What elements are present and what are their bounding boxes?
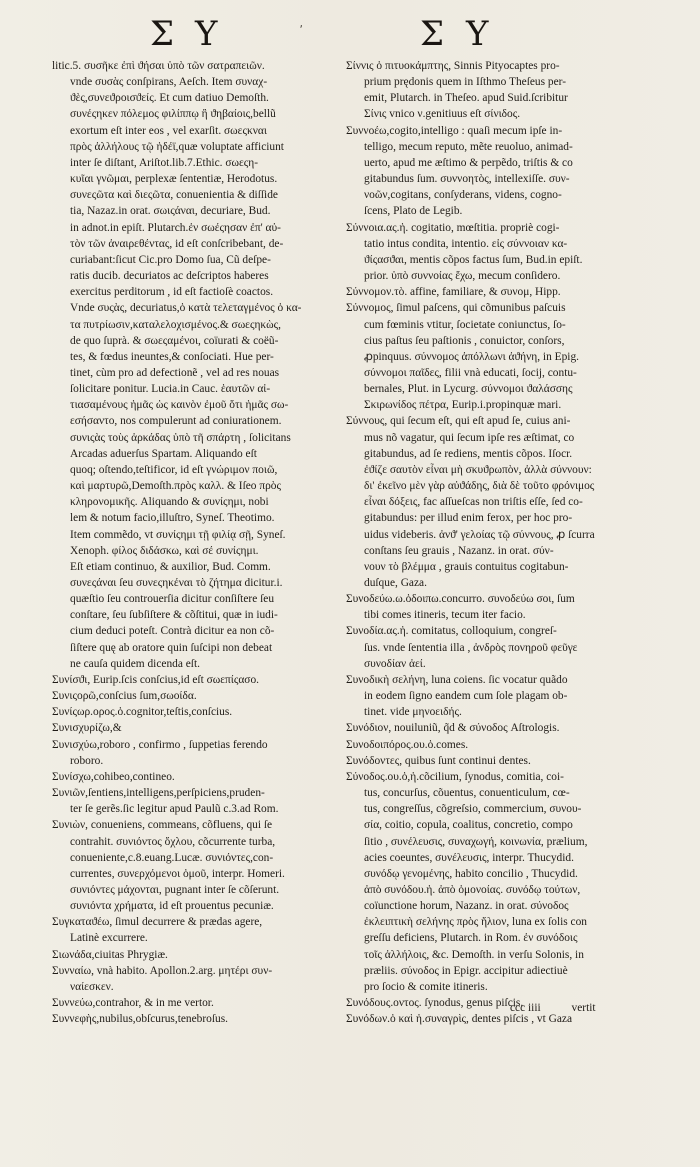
text-line: Συνίσϑι, Eurip.ſcis conſcius,id eſt σωεπίςασο.: [52, 673, 259, 686]
text-line: conſtare, ſeu ſubſiſtere & cõſtitui, quæ in iudi-: [70, 609, 278, 622]
text-line: ϑὲς,συνεϑροισϑείς. Et cum datiuo Demoſth.: [70, 92, 269, 105]
text-line: Xenoph. φίλος διδάσκω, καὶ σέ συνίςημι.: [70, 544, 259, 557]
text-line: Συνοδία.ας.ἡ. comitatus, colloquium, congreſ-: [346, 625, 557, 638]
text-line: cium deduci poteſt. Contrà dicitur ea non cõ-: [70, 625, 275, 638]
text-line: Συνοδεύω.ω.ὁδοιπω.concurro. συνοδεύω σοι, ſum: [346, 593, 575, 606]
text-line: gitabundus ſum. συννοητὸς, intellexiſſe. συν-: [364, 173, 570, 186]
text-line: tus, concurſus, cõuentus, conuenticulum, cœ-: [364, 787, 570, 800]
text-line: emit, Plutarch. in Theſeo. apud Suid.ſcribitur: [364, 92, 568, 105]
text-line: Σίνις vnico ν.genitiuus eſt σίνιδος.: [364, 108, 521, 121]
text-line: τα πυτρίωσιν,καταλελοχισμένος.& σωεςηκὼς,: [70, 318, 282, 331]
text-line: Συννεύω,contrahor, & in me vertor.: [52, 997, 214, 1010]
text-line: tia, Nazaz.in orat. σωιςάναι, decuriare, Bud.: [70, 205, 271, 218]
text-line: gitabundus: per illud enim ferox, per hoc pro-: [364, 512, 573, 525]
text-line: ἐϑίζε σαυτὸν εἶναι μὴ σκυϑρωπὸν, ἀλλὰ σύννουν:: [364, 463, 592, 476]
text-line: ter ſe gerẽs.ſic legitur apud Paulũ c.3.ad Rom.: [70, 803, 279, 816]
text-line: κληρονομικῆς. Aliquando & συνίςημι, nobi: [70, 496, 269, 509]
text-line: tinet. vide μηνοειδής.: [364, 706, 462, 719]
text-line: gitabundus, ad ſe rediens, mentis cõpos. Iſocr.: [364, 447, 573, 460]
text-line: Σύννους, qui ſecum eſt, qui eſt apud ſe, cuius ani-: [346, 415, 571, 428]
text-line: εἶναι δόξεις, fac aſſueſcas non triſtis eſſe, ſed co-: [364, 496, 583, 509]
text-line: ꝓpinquus. σύννομος ἀπόλλωνι ἀϑήνη, in Epig.: [364, 350, 579, 363]
text-line: vnde συσὰς conſpirans, Aeſch. Item συναχ-: [70, 76, 268, 89]
text-line: Συγκαταϑέω, ſimul decurrere & prædas agere,: [52, 916, 263, 929]
text-line: Συνίςωρ.ορος.ὁ.cognitor,teſtis,conſcius.: [52, 706, 233, 719]
text-line: roboro.: [70, 754, 104, 767]
catchword: vertit: [571, 1002, 596, 1014]
text-line: tatio intus condita, intentio. εἰς σύννοιαν κα-: [364, 237, 568, 250]
text-line: Σύννομος, ſimul paſcens, qui cõmunibus paſcuis: [346, 302, 566, 315]
text-line: Συνοδοιπόρος.ου.ὁ.comes.: [346, 738, 469, 751]
text-line: cum fœminis vtitur, ſocietate coniunctus, ſo-: [364, 318, 566, 331]
text-line: ἀπὸ συνόδου.ἡ. ἀπὸ ὁμονοίας. συνόδῳ τούτων,: [364, 883, 581, 896]
text-line: tinet, cùm pro ad defectionẽ , vel ad res nouas: [70, 366, 280, 379]
text-line: σία, coitio, copula, coalitus, concretio, compo: [364, 819, 573, 832]
text-line: uidus videberis. ἀνϑ' γελοίας τῷ σύννους, ꝓ ſcurra: [364, 528, 595, 541]
text-line: uerto, apud me æſtimo & perpẽdo, triſtis & co: [364, 156, 573, 169]
text-line: currentes, συνερχόμενοι ὁμοῦ, interpr. Homeri.: [70, 867, 285, 880]
text-line: Συνόδοντες, quibus ſunt continui dentes.: [346, 754, 531, 767]
text-line: Latinè excurrere.: [70, 932, 148, 945]
text-line: pro ſocio & comite itineris.: [364, 980, 488, 993]
right-column: [346, 58, 624, 1027]
text-line: Arcadas aduerſus Spartam. Aliquando eſt: [70, 447, 257, 460]
text-line: duſque, Gaza.: [364, 577, 427, 589]
text-line: ἐκλειπτικὴ σελήνης πρὸς ἥλιον, luna ex ſolis con: [364, 916, 588, 929]
text-line: συνεςῶτα καὶ διεςῶτα, conuenientia & diſſide: [70, 189, 278, 202]
text-line: tes, & fœdus ineuntes,& conſociati. Hue per-: [70, 350, 274, 363]
text-line: Item commẽdo, vt συνίςημι τῇ φιλίᾳ σῇ, Syneſ.: [70, 528, 286, 541]
text-line: τοῖς ἀλλήλοις, &c. Demoſth. in verſu Solonis, in: [364, 948, 584, 961]
text-line: δι' ἐκεῖνο μὲν γὰρ αὐϑάδης, διὰ δὲ τοῦτο φρόνιμος: [364, 480, 595, 493]
text-line: Συνόδους.οντος. ſynodus, genus piſcis.: [346, 997, 524, 1010]
text-line: de quo ſuprà. & σωεςαμένοι, coïurati & coëũ-: [70, 334, 279, 347]
text-line: quæſtio ſeu controuerſia dicitur conſiſtere ſeu: [70, 593, 275, 606]
text-line: πρὸς ἀλλήλους τῷ ἡδέϊ,quæ voluptate afficiunt: [70, 140, 284, 153]
text-line: νουν τὸ βλέμμα , grauis contuitus cogitabun-: [364, 560, 569, 573]
text-line: telligo, mecum reputo, mẽte reuoluo, animad-: [364, 140, 573, 153]
text-line: νοῶν,cogitans, conſyderans, videns, cogno-: [364, 189, 562, 202]
text-line: ναίεσκεν.: [70, 980, 114, 993]
text-line: Συνιςορῶ,conſcius ſum,σωοίδα.: [52, 690, 197, 703]
text-line: Σκιρωνίδος πέτρα, Eurip.i.propinquæ mari.: [364, 399, 562, 412]
text-line: Συνόδων.ὁ καὶ ἡ.συναγρὶς, dentes piſcis , vt Gaza: [346, 1013, 572, 1026]
text-line: prium prędonis quem in Iſthmo Theſeus per-: [364, 76, 567, 89]
text-line: contrahit. συνιόντος ὄχλου, cõcurrente turba,: [70, 835, 276, 848]
text-line: cius paſtus ſeu paſtionis , conuictor, conſors,: [364, 334, 565, 347]
text-line: greſſu deficiens, Plutarch. in Rom. ἐν συνόδοις: [364, 932, 578, 945]
text-line: συνέςηκεν πόλεμος φιλίππῳ ἢ ϑηβαίοις,bellũ: [70, 108, 276, 121]
text-line: in adnot.in epiſt. Plutarch.ἐν σωέςησαν ἐπ' αὐ-: [70, 221, 281, 234]
text-line: acies coeuntes, συνέλευσις, interpr. Thucydid.: [364, 851, 574, 864]
text-line: ſolicitare ponitur. Lucia.in Cauc. ἑαυτῶν αἰ-: [70, 383, 271, 396]
text-line: prior. ὑπὸ συννοίας ἔχω, mecum conſidero.: [364, 270, 561, 283]
text-line: inter ſe diſtant, Ariſtot.lib.7.Ethic. σωεςη-: [70, 156, 259, 169]
text-line: συνιςὰς τοὺς ἀρκάδας ὑπὸ τῆ σπάρτη , ſolicitans: [70, 431, 291, 444]
text-line: conſtans ſeu grauis , Nazanz. in orat. σύν-: [364, 544, 554, 557]
text-line: tus, congreſſus, cõgreſsio, commercium, συνου-: [364, 803, 582, 816]
text-line: τὸν τῶν ἀναιρεθέντας, id eſt conſcribebant, de-: [70, 237, 284, 250]
text-line: συνεςάναι ſeu συνεςηκέναι τὸ ζήτημα dicitur.i.: [70, 577, 283, 589]
text-line: ſcens, Plato de Legib.: [364, 205, 463, 218]
text-line: ſiſtere quę ab oratore quin ſuſcipi non debeat: [70, 641, 273, 654]
text-line: lem & notum facio,illuſtro, Syneſ. Theotimo.: [70, 512, 275, 525]
text-line: Συνισχύω,roboro , confirmo , ſuppetias ferendo: [52, 738, 268, 751]
text-line: tibi comes itineris, tecum iter facio.: [364, 609, 526, 622]
text-line: συνόδῳ γενομένης, habito concilio , Thucydid.: [364, 867, 578, 880]
text-line: ϑίςασϑαι, mentis cõpos factus ſum, Bud.in epiſt.: [364, 253, 583, 266]
text-line: Συννοέω,cogito,intelligo : quaſi mecum ipſe in-: [346, 124, 563, 137]
text-line: Συννεφὴς,nubilus,obſcurus,tenebroſus.: [52, 1013, 229, 1026]
text-line: ſus. vnde ſententia illa , ἀνδρὸς πονηροῦ φεῦγε: [364, 641, 578, 654]
text-line: præliis. σύνοδος in Epigr. accipitur adiectiuè: [364, 964, 568, 977]
text-line: Σύνοδος.ου.ὁ,ἡ.cõcilium, ſynodus, comitia, coi-: [346, 770, 564, 783]
text-line: Συνίσχω,cohibeo,contineo.: [52, 770, 175, 783]
text-line: συνιόντες μάχονται, pugnant inter ſe cõſerunt.: [70, 883, 280, 896]
text-line: καὶ μαρτυρῶ,Demoſth.πρὸς καλλ. & Iſeo πρὸς: [70, 480, 281, 493]
text-line: ratis ducib. decuriatos ac deſcriptos haberes: [70, 270, 269, 283]
text-line: τιασαμένους ἡμᾶς ὡς καινὸν ἐμοῦ ὅτι ἡμᾶς σω-: [70, 399, 289, 412]
text-line: mus nõ vagatur, qui ſecum ipſe res æſtimat, co: [364, 431, 575, 444]
text-line: Σύννομον.τὸ. affine, familiare, & συνομ, Hipp.: [346, 286, 561, 299]
page-signature: [510, 1000, 596, 1016]
text-line: in eodem ſigno eandem cum ſole plagam ob-: [364, 690, 568, 703]
text-line: Σίννις ὁ πιτυοκάμπτης, Sinnis Pityocaptes pro-: [346, 60, 560, 72]
text-line: ſitio , συνέλευσις, συναχωγή, κοινωνία, prælium,: [364, 835, 588, 848]
left-column: [52, 58, 330, 1027]
text-line: Eſt etiam continuo, & auxilior, Bud. Comm.: [70, 560, 271, 573]
text-line: Σιωνάδα,ciuitas Phrygiæ.: [52, 948, 168, 961]
running-head-letter: Υ: [466, 14, 489, 54]
text-line: Σύννοια.ας.ἡ. cogitatio, mœſtitia. propriè cogi-: [346, 221, 560, 234]
text-line: exortum eſt inter eos , vel exarſit. σωεςκναι: [70, 124, 267, 137]
running-head-letter: Σ: [150, 14, 175, 54]
text-line: κυῖαι γνῶμαι, perplexæ ſententiæ, Herodotus.: [70, 173, 278, 186]
text-line: Συνιὼν, conueniens, commeans, cõfluens, qui ſe: [52, 819, 273, 832]
text-line: Vnde συςὰς, decuriatus,ὁ κατὰ τελεταγμένος ὁ κα-: [70, 302, 302, 315]
text-line: συνοδίαν ἀεί.: [364, 657, 426, 670]
running-head-letter: Υ: [195, 14, 218, 54]
running-head: [0, 14, 700, 54]
text-line: Συνιῶν,ſentiens,intelligens,perſpiciens,pruden-: [52, 787, 265, 800]
text-line: σύννομοι παῖδες, filii vnà educati, ſocij, contu-: [364, 366, 577, 379]
text-line: συνιόντα χρήματα, id eſt prouentus pecuniæ.: [70, 900, 274, 913]
running-head-mark: ʹ: [300, 22, 303, 36]
text-line: bernales, Plut. in Lycurg. σύννομοι ϑαλάσσης: [364, 383, 573, 396]
text-line: curiabant:ſicut Cic.pro Domo ſua, Cũ deſpe-: [70, 253, 271, 266]
signature-mark: ccc iiii: [510, 1002, 541, 1014]
text-line: ne cauſa quidem dicenda eſt.: [70, 657, 200, 670]
text-line: εσήσαντο, nos compulerunt ad coniurationem.: [70, 415, 282, 428]
text-line: coïunctione horum, Nazanz. in orat. σύνοδος: [364, 900, 569, 913]
running-head-letter: Σ: [420, 14, 445, 54]
text-line: Συνοδικὴ σελήνη, luna coiens. ſic vocatur quãdo: [346, 673, 568, 686]
text-line: Συνναίω, vnà habito. Apollon.2.arg. μητέρι συν-: [52, 964, 273, 977]
text-line: Συνόδιον, nouiluniũ, q̃d & σύνοδος Aſtrologis.: [346, 722, 560, 735]
text-line: conueniente,c.8.euang.Lucæ. συνιόντες,con-: [70, 851, 274, 864]
text-line: litic.5. συσῆκε ἐπὶ ϑήσαι ὑπὸ τῶν σατραπειῶν.: [52, 60, 265, 72]
text-line: quoq; oſtendo,teſtificor, id eſt γνώριμον ποιῶ,: [70, 463, 278, 476]
text-line: Συνισχυρίζω,&: [52, 722, 122, 735]
text-line: exercitus perditorum , id eſt factioſè coactos.: [70, 286, 274, 299]
